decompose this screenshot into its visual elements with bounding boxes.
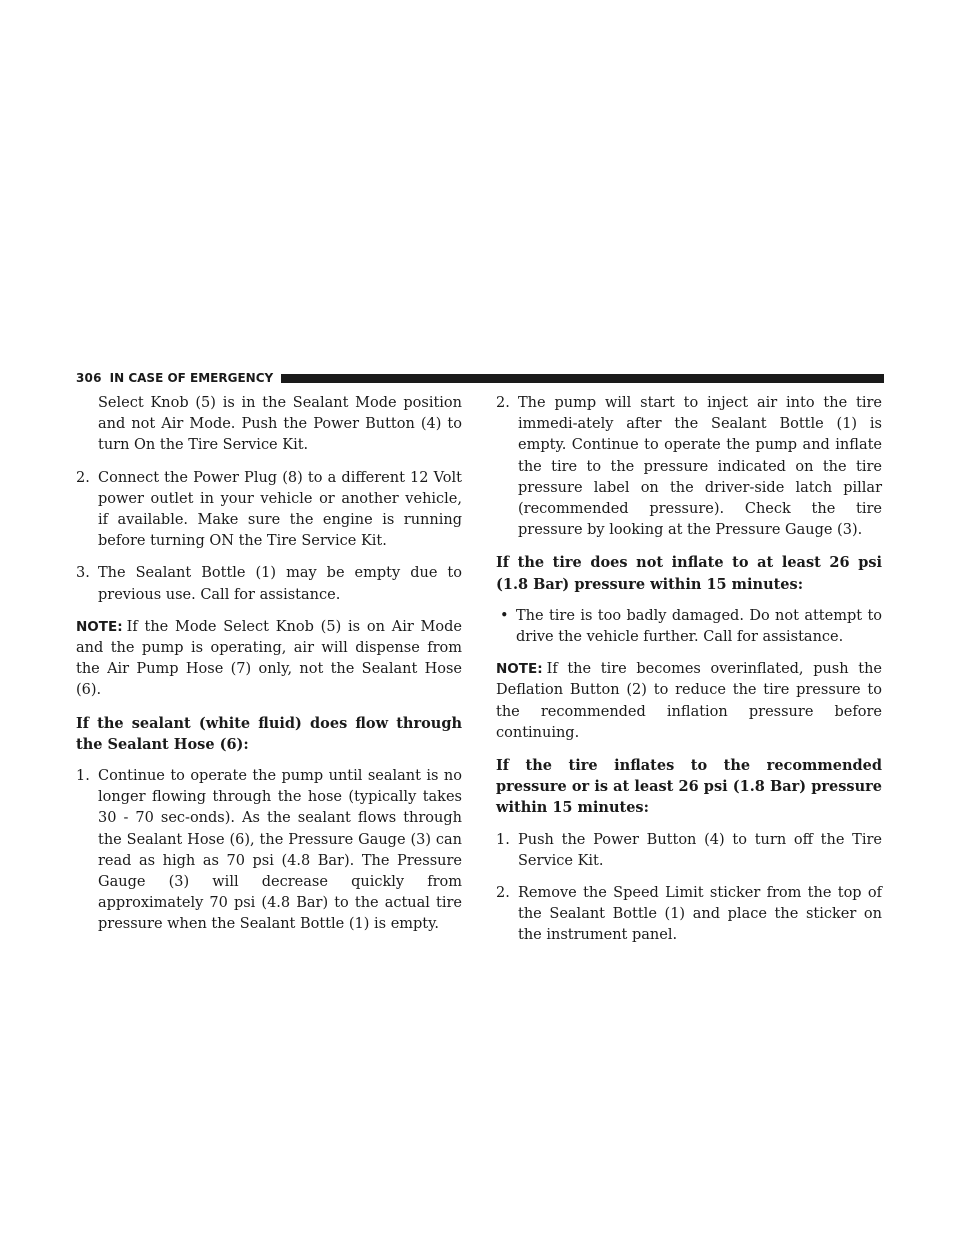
- step-number: 2.: [496, 395, 510, 411]
- right-column: [496, 393, 882, 958]
- step-item: [496, 830, 882, 872]
- note-text: If the Mode Select Knob (5) is on Air Mode and the pump is operating, air will dispense from the Air Pump Hose (7) only, not the Sealant Hose (6).: [76, 618, 462, 699]
- section-heading: If the tire inflates to the recommended pressure or is at least 26 psi (1.8 Bar) pressure within 15 minutes:: [496, 757, 882, 817]
- step-text: The Sealant Bottle (1) may be empty due to previous use. Call for assistance.: [98, 565, 462, 603]
- step-number: 1.: [496, 831, 510, 848]
- left-column: [76, 393, 462, 947]
- note-paragraph: [76, 617, 462, 702]
- note-label: NOTE:: [496, 661, 543, 678]
- section-title: IN CASE OF EMERGENCY: [109, 371, 274, 385]
- bullet-text: The tire is too badly damaged. Do not attempt to drive the vehicle further. Call for assistance.: [516, 607, 882, 646]
- step-text: The pump will start to inject air into the tire immedi-ately after the Sealant Bottle (1) is empty. Continue to operate the pump and inflate the tire to the pressure indicated on the tire pressure label on the driver-side latch pillar (recommended pressure). Check the tire pressure by looking at the Pressure Gauge (3).: [518, 395, 882, 539]
- step-text: Continue to operate the pump until sealant is no longer flowing through the hose (typically takes 30 - 70 sec-onds). As the sealant flows through the Sealant Hose (6), the Pressure Gauge (3) can read as high as 70 psi (4.8 Bar). The Pressure Gauge (3) will decrease quickly from approximately 70 psi (4.8 Bar) to the actual tire pressure when the Sealant Bottle (1) is empty.: [98, 768, 462, 933]
- bullet-item: [496, 606, 882, 648]
- section-heading: If the tire does not inflate to at least 26 psi (1.8 Bar) pressure within 15 minutes:: [496, 554, 882, 593]
- note-label: NOTE:: [76, 618, 123, 635]
- section-heading: If the sealant (white fluid) does flow through the Sealant Hose (6):: [76, 714, 462, 753]
- step-item: [496, 883, 882, 947]
- step-item: [76, 468, 462, 553]
- step-item: [76, 563, 462, 605]
- continued-step-text: Select Knob (5) is in the Sealant Mode position and not Air Mode. Push the Power Button (4) to turn On the Tire Service Kit.: [98, 395, 462, 454]
- note-paragraph: [496, 659, 882, 744]
- step-item: [496, 393, 882, 541]
- step-number: 2.: [496, 885, 510, 902]
- page-number: 306: [76, 371, 102, 385]
- step-number: 3.: [76, 565, 90, 582]
- page-header: [76, 369, 884, 387]
- note-text: If the tire becomes overinflated, push the Deflation Button (2) to reduce the tire pressure to the recommended inflation pressure before continuing.: [496, 661, 882, 741]
- step-item: [76, 766, 462, 936]
- step-number: 2.: [76, 469, 90, 486]
- step-text: Remove the Speed Limit sticker from the top of the Sealant Bottle (1) and place the sticker on the instrument panel.: [518, 885, 882, 944]
- header-rule: [281, 374, 884, 383]
- bullet-symbol: •: [500, 607, 509, 624]
- step-text: Push the Power Button (4) to turn off the Tire Service Kit.: [518, 831, 882, 869]
- step-text: Connect the Power Plug (8) to a different 12 Volt power outlet in your vehicle or another vehicle, if available. Make sure the engine is running before turning ON the Tire Service Kit.: [98, 469, 462, 550]
- step-number: 1.: [76, 768, 90, 785]
